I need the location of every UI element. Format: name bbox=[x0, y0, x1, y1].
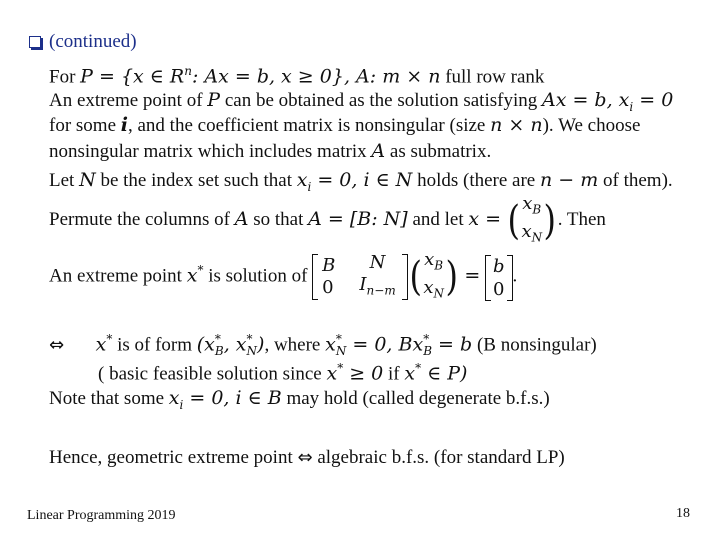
text: (B nonsingular) bbox=[476, 334, 597, 356]
page-number: 18 bbox=[676, 506, 690, 521]
math: x bbox=[296, 169, 308, 191]
math: n × n bbox=[490, 114, 543, 136]
math-sub: N bbox=[246, 344, 258, 359]
math-sub: i bbox=[307, 179, 312, 194]
left-paren: ( bbox=[507, 197, 520, 244]
line-bfs-note bbox=[98, 356, 467, 386]
continued-label: (continued) bbox=[49, 31, 137, 52]
math: P bbox=[207, 89, 221, 111]
entry: I bbox=[359, 274, 367, 296]
entry-sub: N bbox=[433, 286, 444, 301]
math: = 0, Bx bbox=[346, 333, 424, 356]
math-sup: * bbox=[106, 332, 113, 346]
math: A bbox=[371, 140, 386, 162]
text: is solution of bbox=[208, 265, 308, 287]
vector-xbn bbox=[408, 249, 460, 304]
math-sup: n bbox=[184, 64, 192, 78]
vector-col bbox=[521, 193, 542, 248]
text: Let bbox=[49, 170, 75, 191]
entry: x bbox=[424, 249, 435, 271]
math-sup: * bbox=[197, 263, 204, 277]
vector-b0 bbox=[485, 253, 513, 301]
entry-sub: N bbox=[531, 230, 543, 245]
line-some-i bbox=[49, 113, 640, 138]
vector-col bbox=[423, 249, 444, 304]
text: An extreme point of bbox=[49, 90, 203, 111]
math: : Ax = b, x ≥ 0}, A: m × n bbox=[191, 65, 441, 88]
iff-arrow-icon: ⇔ bbox=[49, 334, 65, 356]
math-sup: * bbox=[246, 332, 253, 346]
left-paren: ( bbox=[409, 253, 422, 300]
iff-arrow-icon: ⇔ bbox=[297, 447, 313, 468]
text: of them). bbox=[603, 170, 673, 191]
line-permute bbox=[49, 193, 606, 248]
block-matrix bbox=[312, 252, 408, 302]
line-hence bbox=[49, 446, 565, 470]
math: = 0, i ∈ B bbox=[183, 387, 282, 409]
right-paren: ) bbox=[445, 253, 459, 300]
entry: x bbox=[521, 220, 532, 242]
entry-sub: B bbox=[532, 202, 542, 217]
entry-sub: n−m bbox=[366, 283, 396, 298]
math: (x bbox=[196, 333, 215, 356]
text: ( basic feasible solution since bbox=[98, 363, 322, 385]
text: if bbox=[388, 363, 400, 385]
entry: 0 bbox=[493, 278, 505, 300]
math: = 0 bbox=[633, 89, 674, 111]
text: , and the coefficient matrix is nonsingular (size bbox=[127, 115, 486, 136]
footer-course: Linear Programming 2019 bbox=[27, 508, 176, 523]
math: x bbox=[95, 333, 107, 356]
text: so that bbox=[253, 208, 304, 230]
math-sup: * bbox=[335, 332, 342, 346]
math: x bbox=[325, 333, 336, 356]
math-sup: * bbox=[423, 332, 430, 346]
text: and let bbox=[412, 208, 464, 230]
math: A = [B: N] bbox=[308, 207, 408, 230]
math: = bbox=[464, 264, 481, 287]
line-degenerate bbox=[49, 386, 550, 417]
entry: x bbox=[522, 193, 533, 214]
text: An extreme point bbox=[49, 265, 182, 287]
text: full row rank bbox=[445, 66, 545, 88]
right-bracket bbox=[507, 255, 513, 301]
math-sup: * bbox=[214, 332, 221, 346]
entry: B bbox=[322, 254, 336, 276]
text: For bbox=[49, 66, 76, 88]
math: x = bbox=[468, 207, 502, 230]
math: n − m bbox=[539, 169, 599, 191]
line-solution-of bbox=[49, 246, 517, 305]
entry: x bbox=[423, 276, 434, 298]
text: Hence, geometric extreme point bbox=[49, 447, 293, 468]
math-sup: * bbox=[415, 361, 422, 375]
entry-sub: B bbox=[434, 258, 444, 273]
text: holds (there are bbox=[417, 170, 536, 191]
text: may hold (called degenerate b.f.s.) bbox=[286, 388, 550, 409]
matrix-col-2 bbox=[339, 252, 401, 302]
math-sub: B bbox=[214, 344, 224, 359]
line-nonsingular bbox=[49, 139, 491, 164]
entry: N bbox=[369, 252, 386, 274]
math: A bbox=[234, 207, 249, 230]
text: be the index set such that bbox=[100, 170, 292, 191]
entry: 0 bbox=[322, 276, 334, 298]
text: for some bbox=[49, 115, 117, 136]
text: algebraic b.f.s. (for standard LP) bbox=[317, 447, 565, 468]
math: = 0, i ∈ N bbox=[311, 169, 413, 191]
math: ≥ 0 bbox=[343, 362, 384, 385]
math: i bbox=[120, 114, 128, 136]
line-for-P bbox=[49, 59, 544, 89]
math-sub: i bbox=[179, 397, 184, 412]
vector-col bbox=[491, 255, 507, 301]
math-sub: i bbox=[629, 99, 634, 114]
text: Permute the columns of bbox=[49, 208, 230, 230]
period: . bbox=[512, 265, 518, 287]
text: ). We choose bbox=[542, 115, 641, 136]
math-sup: * bbox=[337, 361, 344, 375]
math: x bbox=[326, 362, 338, 385]
text: , where bbox=[264, 334, 321, 356]
math-sub: B bbox=[423, 344, 433, 359]
text: Note that some bbox=[49, 388, 165, 409]
math: , x bbox=[223, 333, 247, 356]
right-paren: ) bbox=[543, 197, 557, 244]
math: N bbox=[79, 169, 96, 191]
text: is of form bbox=[117, 334, 192, 356]
math: Ax = b, x bbox=[541, 89, 630, 111]
text: nonsingular matrix which includes matrix bbox=[49, 141, 367, 162]
vector-x bbox=[506, 193, 558, 248]
math-sub: N bbox=[335, 344, 347, 359]
square-bullet-icon bbox=[29, 36, 41, 48]
math: x bbox=[168, 387, 180, 409]
math: ) bbox=[257, 333, 265, 356]
math: = b bbox=[432, 333, 473, 356]
math: x bbox=[186, 264, 198, 287]
math: P = {x ∈ R bbox=[80, 65, 185, 88]
entry: b bbox=[493, 255, 505, 277]
math: x bbox=[404, 362, 416, 385]
math: ∈ P) bbox=[421, 362, 468, 385]
heading-row bbox=[29, 31, 137, 53]
text: can be obtained as the solution satisfying bbox=[224, 90, 538, 111]
text: as submatrix. bbox=[389, 141, 492, 162]
text: . Then bbox=[557, 208, 606, 230]
matrix-col-1 bbox=[318, 255, 339, 299]
